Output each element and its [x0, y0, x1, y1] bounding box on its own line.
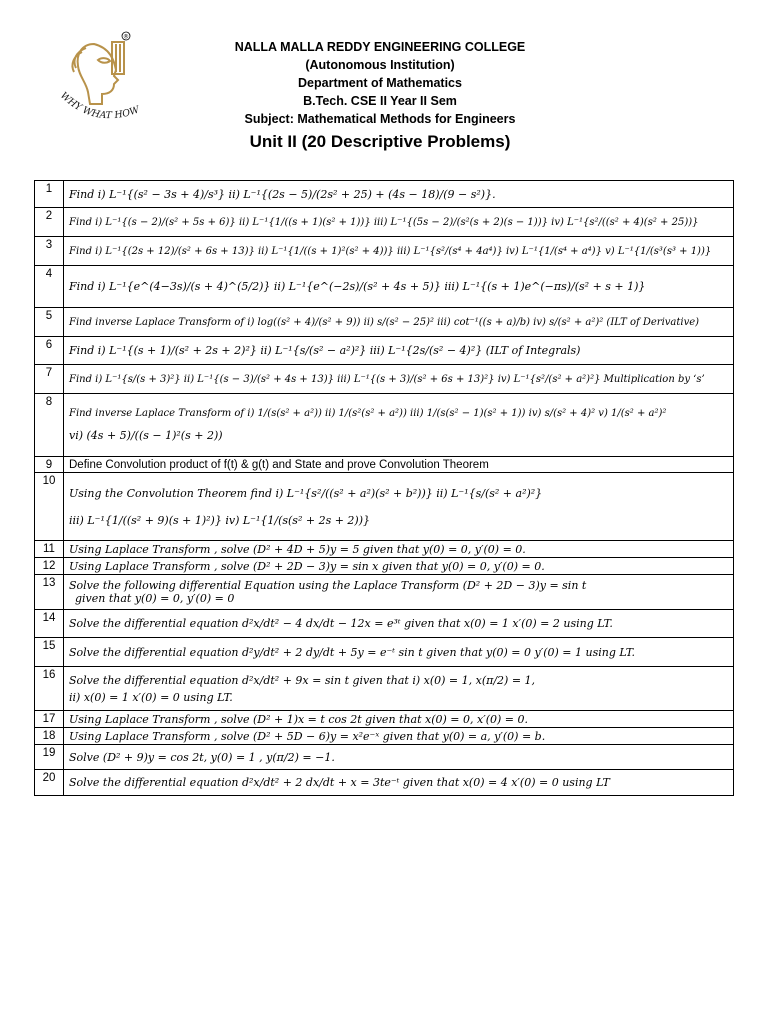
- problem-line-2: given that y(0) = 0, y′(0) = 0: [75, 592, 235, 605]
- college-name: NALLA MALLA REDDY ENGINEERING COLLEGE: [234, 40, 526, 54]
- problem-line-1: Using the Convolution Theorem find i) L⁻¹{s²/((s² + a²)(s² + b²))} ii) L⁻¹{s/(s² + a²)²}: [69, 486, 543, 500]
- autonomy-status: (Autonomous Institution): [305, 58, 455, 72]
- problem-number: 20: [35, 770, 64, 796]
- problem-number: 18: [35, 728, 64, 745]
- table-row: [35, 457, 734, 473]
- table-row: [35, 745, 734, 770]
- problem-number: 16: [35, 667, 64, 711]
- problem-number: 4: [35, 266, 64, 308]
- table-row: [35, 711, 734, 728]
- problem-number: 14: [35, 610, 64, 638]
- problem-text: Find inverse Laplace Transform of i) log((s² + 4)/(s² + 9)) ii) s/(s² − 25)² iii) cot⁻¹((s + a)/b) iv) s/(s² + a²)² (ILT of Derivative): [64, 308, 734, 337]
- program-year: B.Tech. CSE II Year II Sem: [303, 94, 457, 108]
- table-row: [35, 181, 734, 208]
- problem-number: 11: [35, 541, 64, 558]
- table-row: [35, 541, 734, 558]
- problem-text: Using Laplace Transform , solve (D² + 4D + 5)y = 5 given that y(0) = 0, y′(0) = 0.: [64, 541, 734, 558]
- department-name: Department of Mathematics: [298, 76, 462, 90]
- table-row: [35, 365, 734, 394]
- problem-number: 5: [35, 308, 64, 337]
- problem-number: 8: [35, 394, 64, 457]
- problem-number: 6: [35, 337, 64, 365]
- problem-line-2: vi) (4s + 5)/((s − 1)²(s + 2)): [69, 429, 223, 442]
- table-row: [35, 337, 734, 365]
- table-row: [35, 610, 734, 638]
- problem-line-1: Solve the following differential Equation using the Laplace Transform (D² + 2D − 3)y = sin t: [69, 579, 587, 592]
- problem-text: Solve the differential equation d²x/dt² − 4 dx/dt − 12x = e³ᵗ given that x(0) = 1 x′(0) = 2 using LT.: [64, 610, 734, 638]
- problem-number: 15: [35, 638, 64, 667]
- problem-text: Using Laplace Transform , solve (D² + 5D − 6)y = x²e⁻ˣ given that y(0) = a, y′(0) = b.: [64, 728, 734, 745]
- problem-number: 9: [35, 457, 64, 473]
- problem-text: Using Laplace Transform , solve (D² + 1)x = t cos 2t given that x(0) = 0, x′(0) = 0.: [64, 711, 734, 728]
- problem-number: 10: [35, 473, 64, 541]
- table-row: [35, 558, 734, 575]
- table-row: [35, 770, 734, 796]
- problem-text: Find i) L⁻¹{(2s + 12)/(s² + 6s + 13)} ii) L⁻¹{1/((s + 1)²(s² + 4))} iii) L⁻¹{s²/(s⁴ + 4a⁴)} iv) L⁻¹{1/(s⁴ + a⁴)} v) L⁻¹{1/(s³(s³ + 1))}: [64, 237, 734, 266]
- problem-text: Using Laplace Transform , solve (D² + 2D − 3)y = sin x given that y(0) = 0, y′(0) = 0.: [64, 558, 734, 575]
- logo-motto: WHY WHAT HOW: [57, 90, 141, 122]
- problem-text: Solve the differential equation d²y/dt² + 2 dy/dt + 5y = e⁻ᵗ sin t given that y(0) = 0 y′(0) = 1 using LT.: [64, 638, 734, 667]
- problem-text: Find i) L⁻¹{s/(s + 3)²} ii) L⁻¹{(s − 3)/(s² + 4s + 13)} iii) L⁻¹{(s + 3)/(s² + 6s + 13)²} iv) L⁻¹{s²/(s² + a²)²} Multiplication by ‘s’: [64, 365, 734, 394]
- problem-text: [64, 667, 734, 711]
- problem-line-1: Find inverse Laplace Transform of i) 1/(s(s² + a²)) ii) 1/(s²(s² + a²)) iii) 1/(s(s² − 1)(s² + 1)) iv) s/(s² + 4)² v) 1/(s² + a²)²: [69, 408, 667, 419]
- logo-registered-mark: ®: [123, 33, 129, 41]
- problem-number: 3: [35, 237, 64, 266]
- table-row: [35, 237, 734, 266]
- table-row: [35, 473, 734, 541]
- problem-text: Define Convolution product of f(t) & g(t) and State and prove Convolution Theorem: [64, 457, 734, 473]
- svg-text:WHY WHAT HOW: [58, 90, 142, 121]
- unit-title: Unit II (20 Descriptive Problems): [249, 132, 511, 151]
- problem-text: Find i) L⁻¹{e^(4−3s)/(s + 4)^(5/2)} ii) L⁻¹{e^(−2s)/(s² + 4s + 5)} iii) L⁻¹{(s + 1)e^(−πs)/(s² + s + 1)}: [64, 266, 734, 308]
- problem-number: 2: [35, 208, 64, 237]
- problems-table: [34, 180, 734, 796]
- table-row: [35, 728, 734, 745]
- table-row: [35, 575, 734, 610]
- problem-text: Find i) L⁻¹{(s − 2)/(s² + 5s + 6)} ii) L⁻¹{1/((s + 1)(s² + 1))} iii) L⁻¹{(5s − 2)/(s²(s + 2)(s − 1))} iv) L⁻¹{s²/((s² + 4)(s² + 25))}: [64, 208, 734, 237]
- problem-text: Find i) L⁻¹{(s² − 3s + 4)/s³} ii) L⁻¹{(2s − 5)/(2s² + 25) + (4s − 18)/(9 − s²)}.: [64, 181, 734, 208]
- table-row: [35, 667, 734, 711]
- table-row: [35, 638, 734, 667]
- table-row: [35, 266, 734, 308]
- logo-hand-lines: [116, 44, 120, 72]
- table-row: [35, 394, 734, 457]
- problem-number: 12: [35, 558, 64, 575]
- logo-hand: [112, 42, 124, 74]
- table-row: [35, 208, 734, 237]
- problem-number: 19: [35, 745, 64, 770]
- problem-line-1: Solve the differential equation d²x/dt² + 9x = sin t given that i) x(0) = 1, x(π/2) = 1,: [69, 673, 536, 687]
- problem-text: Solve the differential equation d²x/dt² + 2 dx/dt + x = 3te⁻ᵗ given that x(0) = 4 x′(0) = 0 using LT: [64, 770, 734, 796]
- problem-line-2: ii) x(0) = 1 x′(0) = 0 using LT.: [69, 690, 233, 704]
- problem-number: 17: [35, 711, 64, 728]
- table-row: [35, 308, 734, 337]
- college-logo: [52, 30, 164, 130]
- subject-title: Subject: Mathematical Methods for Engineers: [244, 112, 516, 126]
- logo-eye: [98, 58, 110, 63]
- problem-number: 1: [35, 181, 64, 208]
- problem-text: [64, 394, 734, 457]
- problem-text: Find i) L⁻¹{(s + 1)/(s² + 2s + 2)²} ii) L⁻¹{s/(s² − a²)²} iii) L⁻¹{2s/(s² − 4)²} (ILT of Integrals): [64, 337, 734, 365]
- problem-number: 13: [35, 575, 64, 610]
- problem-text: [64, 575, 734, 610]
- problem-text: Solve (D² + 9)y = cos 2t, y(0) = 1 , y(π/2) = −1.: [64, 745, 734, 770]
- problem-text: [64, 473, 734, 541]
- problem-line-2: iii) L⁻¹{1/((s² + 9)(s + 1)²)} iv) L⁻¹{1/(s(s² + 2s + 2))}: [69, 513, 371, 527]
- problem-number: 7: [35, 365, 64, 394]
